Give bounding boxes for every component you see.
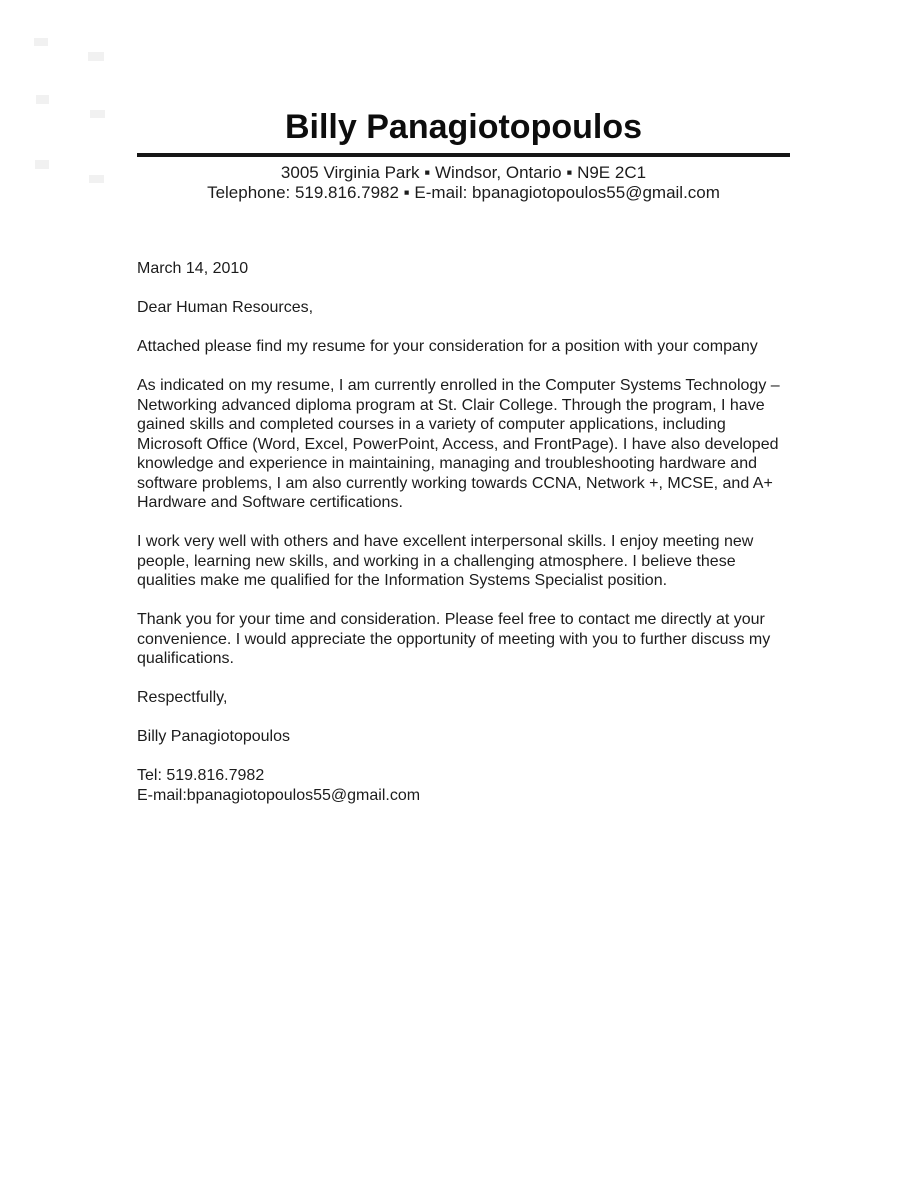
scan-artifact [90,110,105,118]
letterhead-address: 3005 Virginia Park ▪ Windsor, Ontario ▪ N9E 2C1 [280,163,647,182]
letter-content [137,0,790,805]
letterhead-name: Billy Panagiotopoulos [284,108,643,146]
letterhead-rule [137,153,790,157]
letter-salutation: Dear Human Resources, [137,299,314,316]
letter-paragraph-skills: I work very well with others and have excellent interpersonal skills. I enjoy meeting new people, learning new skills, and working in a challenging atmosphere. I believe these qualities make me qualified for the Information Systems Specialist position. [137,533,754,589]
letter-closing: Respectfully, [137,689,228,706]
scan-artifact [35,160,49,169]
scan-artifact [89,175,104,183]
letter-date: March 14, 2010 [137,260,249,277]
signature-telephone: Tel: 519.816.7982 [137,767,265,784]
scan-artifact [34,38,48,46]
letter-body [137,259,790,805]
letterhead-contact: Telephone: 519.816.7982 ▪ E-mail: bpanagiotopoulos55@gmail.com [207,183,720,202]
letter-paragraph-thanks: Thank you for your time and consideration. Please feel free to contact me directly at your convenience. I would appreciate the opportunity of meeting with you to further discuss my qualifications. [137,611,771,667]
scan-artifact [88,52,104,61]
signature-contact-block [137,766,790,805]
letterhead [137,108,790,203]
letter-paragraph-intro: Attached please find my resume for your consideration for a position with your company [137,338,758,355]
signature-email: E-mail:bpanagiotopoulos55@gmail.com [137,786,421,804]
scan-artifact [36,95,49,104]
letter-paragraph-education: As indicated on my resume, I am currently enrolled in the Computer Systems Technology – Networking advanced diploma program at St. Clair College. Through the program, I have gained skills and completed courses in a variety of computer applications, including Microsoft Office (Word, Excel, PowerPoint, Access, and FrontPage). I have also developed knowledge and experience in maintaining, managing and troubleshooting hardware and software problems, I am also currently working towards CCNA, Network +, MCSE, and A+ Hardware and Software certifications. [137,377,780,511]
letter-signature: Billy Panagiotopoulos [137,728,290,745]
